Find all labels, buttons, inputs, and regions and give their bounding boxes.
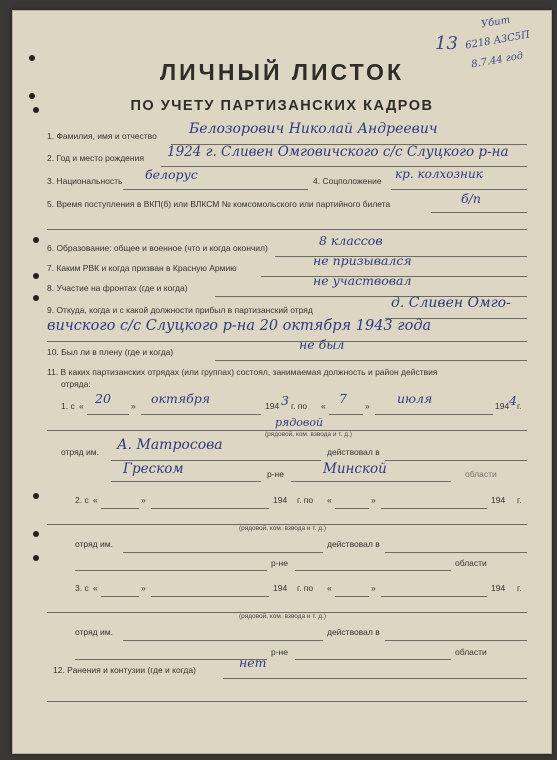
unit-1-otryad-label: отряд им.: [61, 447, 99, 457]
page-title: ЛИЧНЫЙ ЛИСТОК: [160, 59, 404, 85]
quote-mark: «: [327, 495, 332, 505]
field-label-captivity: 10. Был ли в плену (где и когда): [47, 347, 174, 357]
acted-label: действовал в: [327, 447, 380, 457]
field-value-wounds: нет: [239, 655, 267, 670]
to-label: г. по: [297, 495, 314, 505]
region-label: области: [455, 558, 487, 568]
underline: [295, 659, 451, 660]
underline: [75, 570, 267, 571]
field-label-education: 6. Образование: общее и военное (что и когда окончил): [47, 243, 268, 253]
quote-mark: »: [365, 401, 370, 411]
field-label-wounds: 12. Ранения и контузии (где и когда): [53, 665, 196, 675]
underline: [47, 701, 527, 702]
field-label-birth: 2. Год и место рождения: [47, 153, 144, 163]
binder-hole: [33, 531, 39, 537]
field-value-party: б/п: [461, 191, 481, 206]
underline: [123, 640, 323, 641]
field-value-front: не участвовал: [313, 273, 412, 288]
binder-hole: [33, 237, 39, 243]
underline: [47, 229, 527, 230]
quote-mark: «: [79, 401, 84, 411]
field-label-party: 5. Время поступления в ВКП(б) или ВЛКСМ № комсомольского или партийного билета: [47, 199, 391, 209]
year-suffix: г.: [517, 401, 522, 411]
underline: [123, 189, 308, 190]
acted-label: действовал в: [327, 539, 380, 549]
quote-mark: »: [131, 401, 136, 411]
year-suffix: г.: [517, 495, 522, 505]
field-label-name: 1. Фамилия, имя и отчество: [47, 131, 157, 141]
page-subtitle: ПО УЧЕТУ ПАРТИЗАНСКИХ КАДРОВ: [130, 98, 434, 114]
position-hint: (рядовой, ком. взвода и т. д.): [239, 525, 326, 532]
binder-hole: [33, 295, 39, 301]
quote-mark: «: [93, 583, 98, 593]
year-prefix: 194: [265, 401, 280, 411]
field-label-units-cont: отряда:: [61, 379, 91, 389]
binder-hole: [33, 555, 39, 561]
underline: [391, 189, 527, 190]
underline: [101, 508, 139, 509]
underline: [375, 414, 493, 415]
field-label-arrival: 9. Откуда, когда и с какой должности прибыл в партизанский отряд: [47, 305, 313, 315]
underline: [215, 360, 527, 361]
field-label-front: 8. Участие на фронтах (где и когда): [47, 283, 188, 293]
sheet-number: 13: [435, 33, 458, 54]
unit-2-otryad-label: отряд им.: [75, 539, 113, 549]
binder-hole: [33, 273, 39, 279]
underline: [335, 596, 369, 597]
corner-note: Убит: [480, 14, 511, 31]
quote-mark: »: [141, 495, 146, 505]
unit-1-to-month: июля: [397, 391, 433, 406]
unit-1-from-month: октября: [151, 391, 211, 406]
region-label: области: [465, 469, 497, 479]
underline: [295, 570, 451, 571]
position-hint: (рядовой, ком. взвода и т. д.): [239, 613, 326, 620]
underline: [385, 552, 527, 553]
position-hint: (рядовой, ком. взвода и т. д.): [265, 431, 352, 438]
unit-1-rayon: Греском: [123, 461, 184, 477]
field-value-arrival: д. Сливен Омго-: [391, 295, 511, 311]
quote-mark: «: [327, 583, 332, 593]
quote-mark: «: [93, 495, 98, 505]
year-prefix: 194: [273, 583, 288, 593]
field-value-education: 8 классов: [319, 233, 383, 248]
field-value-social: кр. колхозник: [395, 167, 483, 181]
unit-3-from-label: 3. с: [75, 583, 89, 593]
form-sheet: [12, 10, 552, 754]
unit-3-otryad-label: отряд им.: [75, 627, 113, 637]
year-prefix: 194: [491, 495, 506, 505]
underline: [123, 552, 323, 553]
field-value-conscription: не призывался: [313, 253, 412, 268]
unit-1-to-day: 7: [339, 391, 347, 406]
unit-1-from-label: 1. с: [61, 401, 75, 411]
underline: [329, 414, 363, 415]
quote-mark: «: [321, 401, 326, 411]
underline: [141, 414, 261, 415]
field-label-units: 11. В каких партизанских отрядах (или группах) состоял, занимаемая должность и район действия: [47, 367, 438, 377]
year-prefix: 194: [495, 401, 510, 411]
quote-mark: »: [141, 583, 146, 593]
to-label: г. по: [297, 583, 314, 593]
underline: [385, 460, 527, 461]
underline: [151, 596, 269, 597]
underline: [151, 508, 269, 509]
underline: [381, 508, 487, 509]
unit-1-from-day: 20: [95, 391, 111, 406]
binder-hole: [33, 493, 39, 499]
acted-label: действовал в: [327, 627, 380, 637]
underline: [291, 481, 451, 482]
field-value-name: Белозорович Николай Андреевич: [189, 121, 438, 137]
underline: [431, 212, 527, 213]
unit-2-from-label: 2. с: [75, 495, 89, 505]
field-label-conscription: 7. Каким РВК и когда призван в Красную Армию: [47, 263, 237, 273]
to-label: г. по: [291, 401, 308, 411]
underline: [385, 640, 527, 641]
field-label-nationality: 3. Национальность: [47, 176, 123, 186]
year-prefix: 194: [491, 583, 506, 593]
year-suffix: г.: [517, 583, 522, 593]
district-label: р-не: [271, 558, 288, 568]
unit-1-oblast: Минской: [323, 461, 387, 477]
corner-note: 8.7.44 год: [470, 50, 524, 71]
unit-1-otryad: А. Матросова: [117, 437, 223, 453]
unit-1-to-year: 4: [509, 393, 517, 408]
quote-mark: »: [371, 495, 376, 505]
underline: [47, 341, 527, 342]
region-label: области: [455, 647, 487, 657]
unit-1-position: рядовой: [275, 416, 324, 429]
underline: [87, 414, 129, 415]
underline: [381, 596, 487, 597]
district-label: р-не: [267, 469, 284, 479]
field-label-social: 4. Соцположение: [313, 176, 382, 186]
field-value-nationality: белорус: [145, 167, 198, 182]
corner-note: 6218 А3С5П: [464, 29, 531, 52]
district-label: р-не: [271, 647, 288, 657]
underline: [223, 678, 527, 679]
year-prefix: 194: [273, 495, 288, 505]
underline: [111, 481, 261, 482]
quote-mark: »: [371, 583, 376, 593]
underline: [335, 508, 369, 509]
underline: [101, 596, 139, 597]
field-value-arrival-cont: вичского с/с Слуцкого р-на 20 октября 1943 года: [47, 318, 432, 334]
unit-1-from-year: 3: [281, 393, 289, 408]
field-value-captivity: не был: [299, 337, 345, 352]
field-value-birth: 1924 г. Сливен Омговичского с/с Слуцкого р-на: [167, 144, 509, 160]
